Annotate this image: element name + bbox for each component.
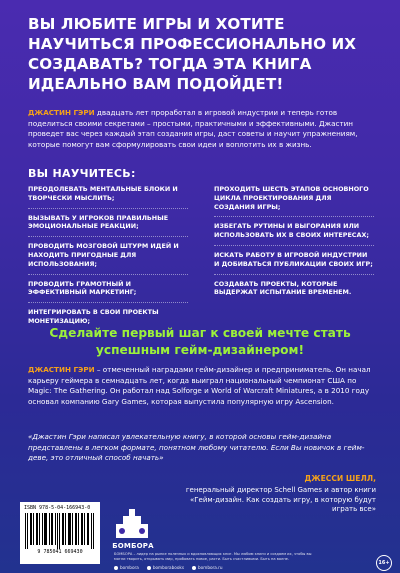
skill-item: ИНТЕГРИРОВАТЬ В СВОИ ПРОЕКТЫ МОНЕТИЗАЦИЮ;	[28, 308, 159, 325]
skill-item: ВЫЗЫВАТЬ У ИГРОКОВ ПРАВИЛЬНЫЕ ЭМОЦИОНАЛЬНЫЕ РЕАКЦИИ;	[28, 214, 188, 238]
publisher-logo-text: БОМБОРА	[112, 542, 154, 550]
skill-item: ИСКАТЬ РАБОТУ В ИГРОВОЙ ИНДУСТРИИ И ДОБИВАТЬСЯ ПУБЛИКАЦИИ СВОИХ ИГР;	[214, 251, 374, 275]
quote-author-role: генеральный директор Schell Games и автор книги «Гейм-дизайн. Как создать игру, в которую будут играть все»	[185, 486, 376, 514]
bombora-logo-icon	[114, 506, 150, 542]
skill-item: ИЗБЕГАТЬ РУТИНЫ И ВЫГОРАНИЯ ИЛИ ИСПОЛЬЗОВАТЬ ИХ В СВОИХ ИНТЕРЕСАХ;	[214, 222, 374, 246]
barcode-icon	[24, 513, 96, 549]
social-link[interactable]: bombora.ru	[192, 565, 223, 570]
intro-author-name: ДЖАСТИН ГЭРИ	[28, 108, 95, 117]
social-icon	[114, 566, 118, 570]
skill-item: ПРЕОДОЛЕВАТЬ МЕНТАЛЬНЫЕ БЛОКИ И ТВОРЧЕСКИ МЫСЛИТЬ;	[28, 185, 188, 209]
skills-left-column	[28, 185, 188, 336]
author-bio	[28, 365, 378, 407]
skill-item: ПРОВОДИТЬ МОЗГОВОЙ ШТУРМ ИДЕЙ И НАХОДИТЬ ПРИГОДНЫЕ ДЛЯ ИСПОЛЬЗОВАНИЯ;	[28, 242, 188, 274]
headline: ВЫ ЛЮБИТЕ ИГРЫ И ХОТИТЕ НАУЧИТЬСЯ ПРОФЕССИОНАЛЬНО ИХ СОЗДАВАТЬ? ТОГДА ЭТА КНИГА ИДЕАЛЬНО ВАМ ПОДОЙДЕТ!	[28, 15, 357, 93]
publisher-info: БОМБОРА – лидер на рынке полезных и вдохновляющих книг. Мы любим книги и создаем их, чтобы вы могли творить, открывать мир, пробовать новое, расти. Быть счастливыми. Быть на волне.	[114, 552, 312, 561]
call-to-action: Сделайте первый шаг к своей мечте стать успешным гейм-дизайнером!	[49, 326, 351, 357]
quote-author: ДЖЕССИ ШЕЛЛ,	[304, 474, 376, 483]
social-links	[114, 565, 324, 570]
barcode-block	[20, 502, 100, 564]
review-quote: «Джастин Гэри написал увлекательную книгу, в которой основы гейм-дизайна представлены в легком формате, понятном любому читателю. Если Вы новичок в гейм-деве, это отличный способ начать»	[28, 432, 365, 463]
social-icon	[147, 566, 151, 570]
social-link[interactable]: bombora	[114, 565, 139, 570]
skill-item: ПРОВОДИТЬ ГРАМОТНЫЙ И ЭФФЕКТИВНЫЙ МАРКЕТИНГ;	[28, 280, 188, 304]
social-icon	[192, 566, 196, 570]
skill-item: ПРОХОДИТЬ ШЕСТЬ ЭТАПОВ ОСНОВНОГО ЦИКЛА ПРОЕКТИРОВАНИЯ ДЛЯ СОЗДАНИЯ ИГРЫ;	[214, 185, 374, 217]
skill-item: СОЗДАВАТЬ ПРОЕКТЫ, КОТОРЫЕ ВЫДЕРЖАТ ИСПЫТАНИЕ ВРЕМЕНЕМ.	[214, 279, 352, 297]
author-bio-text: – отмеченный наградами гейм-дизайнер и предприниматель. Он начал карьеру геймера в семнадцать лет, когда выиграл национальный чемпионат США по Magic: The Gathering. Он работал над Solforge и World of Warcraft Miniatures, а в 2010 году основал компанию Gary Games, которая выпустила популярную игру Ascension.	[28, 365, 371, 406]
intro-text: двадцать лет проработал в игровой индустрии и теперь готов поделиться своими секретами – простыми, практичными и эффективными. Джастин проведет вас через каждый этап создания игры, даст советы и научит упражнениям, которые помогут вам сформулировать свои идеи и воплотить их в жизнь.	[28, 108, 358, 149]
social-link[interactable]: bomborabooks	[147, 565, 184, 570]
skills-right-column	[214, 185, 374, 307]
age-rating-badge: 16+	[376, 555, 392, 571]
barcode-number: 9 785041 669430	[37, 549, 83, 555]
isbn: ISBN 978-5-04-166943-0	[24, 505, 91, 511]
learn-title: ВЫ НАУЧИТЕСЬ:	[28, 167, 136, 180]
intro-paragraph	[28, 108, 378, 150]
author-bio-name: ДЖАСТИН ГЭРИ	[28, 365, 95, 374]
